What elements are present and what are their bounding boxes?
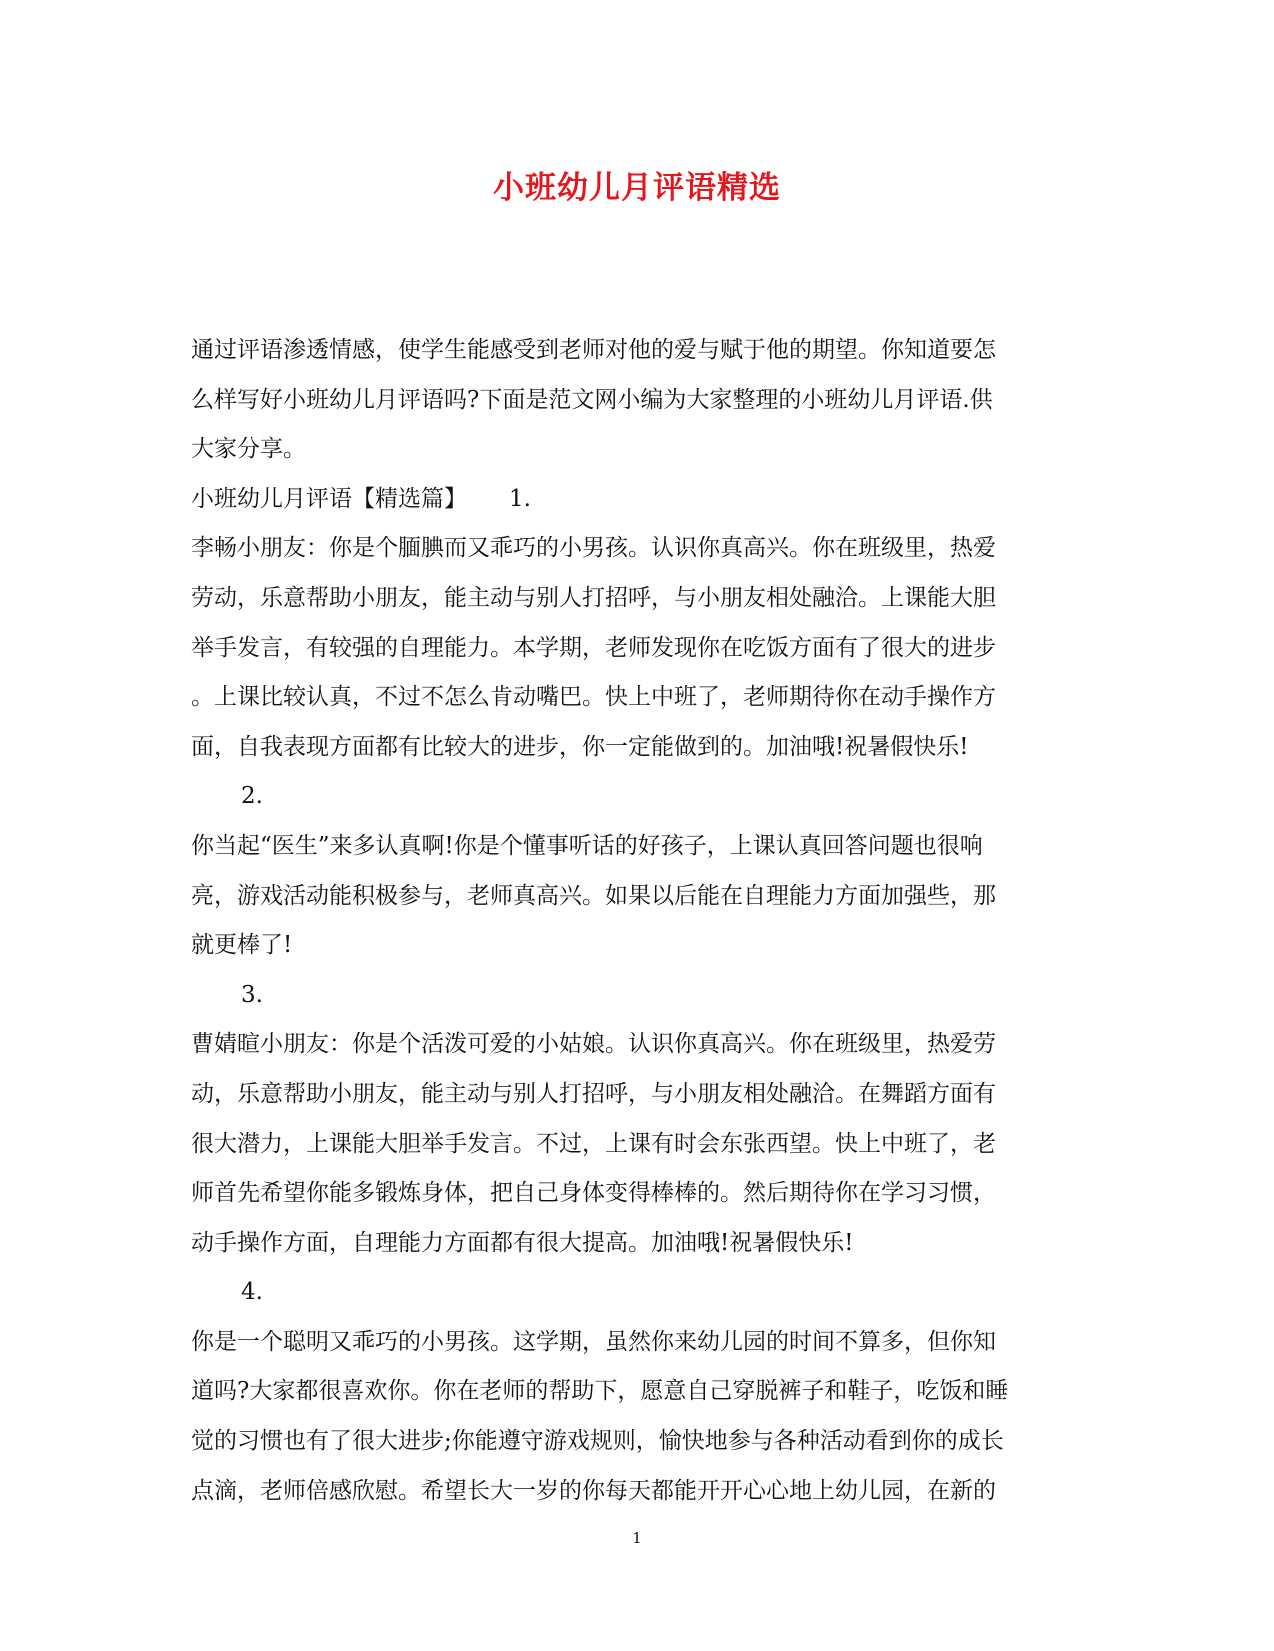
section-heading-text: 小班幼儿月评语【精选篇】 <box>191 485 467 512</box>
page-number: 1 <box>632 1529 642 1547</box>
entry-line: 李畅小朋友：你是个腼腆而又乖巧的小男孩。认识你真高兴。你在班级里，热爱 <box>191 535 996 562</box>
entry-number: 3. <box>241 981 263 1008</box>
document-body <box>191 326 1081 1516</box>
intro-line: 大家分享。 <box>191 436 306 463</box>
entry-line: 亮，游戏活动能积极参与，老师真高兴。如果以后能在自理能力方面加强些，那 <box>191 882 996 909</box>
entry-line: 动，乐意帮助小朋友，能主动与别人打招呼，与小朋友相处融洽。在舞蹈方面有 <box>191 1080 996 1107</box>
entry-line: 举手发言，有较强的自理能力。本学期，老师发现你在吃饭方面有了很大的进步 <box>191 634 996 661</box>
entry-line: 动手操作方面，自理能力方面都有很大提高。加油哦!祝暑假快乐! <box>191 1229 854 1256</box>
entry-number: 1. <box>509 485 531 512</box>
entry-number: 2. <box>241 783 263 810</box>
entry-line: 。上课比较认真，不过不怎么肯动嘴巴。快上中班了，老师期待你在动手操作方 <box>191 684 996 711</box>
entry-line: 曹婧暄小朋友：你是个活泼可爱的小姑娘。认识你真高兴。你在班级里，热爱劳 <box>191 1031 996 1058</box>
intro-line: 通过评语渗透情感，使学生能感受到老师对他的爱与赋于他的期望。你知道要怎 <box>191 337 996 363</box>
entry-line: 就更棒了! <box>191 932 293 959</box>
entry-line: 劳动，乐意帮助小朋友，能主动与别人打招呼，与小朋友相处融洽。上课能大胆 <box>191 584 996 611</box>
section-heading <box>191 475 1081 525</box>
entry-line: 你当起“医生”来多认真啊!你是个懂事听话的好孩子，上课认真回答问题也很响 <box>191 832 983 859</box>
entry-line: 点滴，老师倍感欣慰。希望长大一岁的你每天都能开开心心地上幼儿园，在新的 <box>191 1477 996 1504</box>
entry-line: 师首先希望你能多锻炼身体，把自己身体变得棒棒的。然后期待你在学习习惯， <box>191 1180 996 1207</box>
entry-line: 道吗?大家都很喜欢你。你在老师的帮助下，愿意自己穿脱裤子和鞋子，吃饭和睡 <box>191 1378 1009 1405</box>
entry-line: 面，自我表现方面都有比较大的进步，你一定能做到的。加油哦!祝暑假快乐! <box>191 733 969 760</box>
intro-line: 么样写好小班幼儿月评语吗?下面是范文网小编为大家整理的小班幼儿月评语.供 <box>191 386 993 413</box>
entry-number: 4. <box>241 1279 263 1306</box>
document-title: 小班幼儿月评语精选 <box>493 170 781 206</box>
entry-line: 觉的习惯也有了很大进步;你能遵守游戏规则，愉快地参与各种活动看到你的成长 <box>191 1428 1004 1455</box>
entry-line: 很大潜力，上课能大胆举手发言。不过，上课有时会东张西望。快上中班了，老 <box>191 1130 996 1157</box>
entry-line: 你是一个聪明又乖巧的小男孩。这学期，虽然你来幼儿园的时间不算多，但你知 <box>191 1328 996 1355</box>
